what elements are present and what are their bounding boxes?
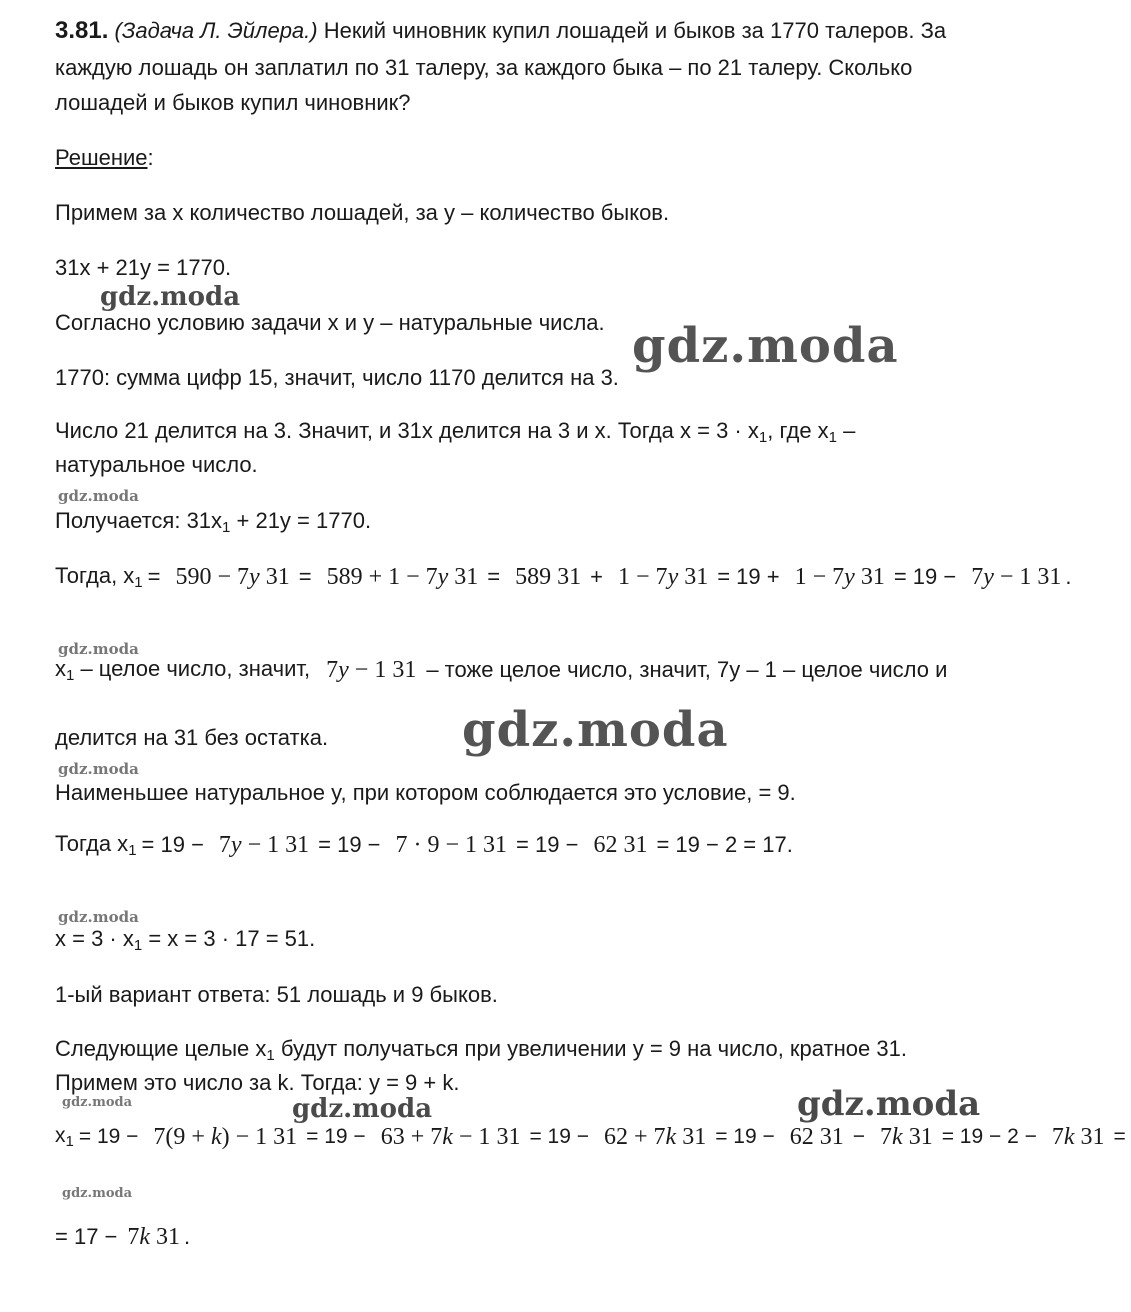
eq2-fraction-2: [390, 830, 508, 860]
solution-line-4: 1770: сумма цифр 15, значит, число 1170 делится на 3.: [55, 365, 619, 390]
denominator: 31: [819, 1124, 844, 1150]
eq1-fraction-4: [612, 562, 708, 592]
watermark: gdz.moda: [632, 318, 899, 374]
solution-heading-colon: :: [147, 145, 154, 170]
line8-mid: – целое число, значит,: [74, 656, 311, 681]
denominator: 31: [273, 1124, 298, 1150]
eq2-term: = 19 −: [318, 832, 381, 857]
eq1-lead-text: Тогда, x: [55, 563, 135, 588]
eq2-lead: [55, 831, 137, 859]
variable: k: [139, 1224, 151, 1250]
solution-line-1: Примем за x количество лошадей, за y – количество быков.: [55, 200, 670, 225]
numerator: 63 + 7: [380, 1124, 443, 1150]
solution-line-8: [55, 655, 947, 685]
line11-part-b: = x = 3 · 17 = 51.: [142, 926, 316, 951]
problem-line-2: каждую лошадь он заплатил по 31 талеру, за каждого быка – по 21 талеру. Сколько: [55, 55, 913, 80]
numerator: 62: [789, 1124, 814, 1150]
numerator: 7: [971, 564, 984, 590]
subscript: 1: [266, 1047, 275, 1064]
eq3-term: = 19 − 2 −: [941, 1125, 1037, 1148]
variable: k: [665, 1124, 677, 1150]
subscript: 1: [134, 574, 143, 591]
eq1-lead: [55, 563, 143, 591]
line7-part-a: Получается: 31x: [55, 508, 223, 533]
line8-x: x: [55, 656, 66, 681]
eq2-fraction-1: [213, 830, 309, 860]
variable: k: [210, 1124, 222, 1150]
solution-line-11: [55, 926, 315, 959]
variable: y: [844, 564, 855, 590]
eq3-fraction-1: [147, 1122, 297, 1152]
solution-heading-text: Решение: [55, 145, 148, 170]
variable: y: [249, 564, 260, 590]
solution-line-7: [55, 508, 371, 541]
solution-line-14: Примем это число за k. Тогда: y = 9 + k.: [55, 1070, 460, 1095]
solution-line-13: [55, 1036, 907, 1069]
variable: k: [1063, 1124, 1075, 1150]
watermark: gdz.moda: [58, 760, 139, 778]
eq3-lead-text: x: [55, 1124, 66, 1147]
eq1-dot: .: [1065, 564, 1072, 589]
eq1-term: = 19 +: [717, 564, 780, 589]
numerator: 62: [593, 832, 618, 858]
eq1-fraction-2: [321, 562, 479, 592]
watermark: gdz.moda: [58, 908, 139, 926]
eq3-fraction-5: [874, 1122, 933, 1152]
eq3-minus: −: [852, 1125, 866, 1148]
subscript: 1: [133, 937, 143, 954]
eq1-fraction-1: [170, 562, 290, 592]
denominator: 31: [454, 564, 479, 590]
eq2-fraction-3: [587, 830, 647, 860]
eq1-plus: +: [590, 564, 604, 589]
variable: k: [442, 1124, 453, 1150]
denominator: 31: [496, 1124, 521, 1150]
solution-line-9: делится на 31 без остатка.: [55, 725, 329, 750]
eq3-term: = 19 −: [715, 1125, 775, 1148]
denominator: 31: [265, 564, 290, 590]
variable: y: [983, 564, 994, 590]
eq2-term: = 19 − 2 = 17.: [656, 832, 793, 857]
line13-part-b: будут получаться при увеличении y = 9 на число, кратное 31.: [274, 1036, 907, 1061]
numerator: 7(9 +: [153, 1124, 211, 1150]
solution-line-12: 1-ый вариант ответа: 51 лошадь и 9 быков.: [55, 982, 498, 1007]
denominator: 31: [156, 1224, 181, 1250]
eq3-term: = 19 −: [529, 1125, 589, 1148]
equation-4: [55, 1222, 190, 1252]
eq3-term: = 19 −: [78, 1125, 139, 1148]
denominator: 31: [557, 564, 582, 590]
eq1-equals: =: [487, 564, 501, 589]
denominator: 31: [682, 1124, 707, 1150]
denominator: 31: [285, 832, 310, 858]
numerator: 1 − 7: [794, 564, 845, 590]
eq3-fraction-3: [598, 1122, 706, 1152]
subscript: 1: [222, 519, 231, 536]
eq3-fraction-2: [375, 1122, 521, 1152]
solution-line-6: натуральное число.: [55, 452, 258, 477]
eq4-dot: .: [184, 1224, 191, 1249]
numerator: 589: [515, 564, 552, 590]
eq3-fraction-4: [784, 1122, 844, 1152]
eq3-lead: [55, 1124, 74, 1150]
solution-line-10: Наименьшее натуральное y, при котором соблюдается это условие, = 9.: [55, 780, 796, 805]
numerator: 7: [326, 657, 339, 683]
watermark: gdz.moda: [797, 1084, 981, 1124]
numerator-tail: ) − 1: [221, 1124, 268, 1150]
eq1-equals: =: [147, 564, 161, 589]
numerator: 7: [218, 832, 231, 858]
variable: y: [667, 564, 679, 590]
problem-source: (Задача Л. Эйлера.): [114, 18, 318, 43]
watermark: gdz.moda: [62, 1186, 133, 1201]
subscript: 1: [128, 842, 137, 859]
eq4-term: = 17 −: [55, 1224, 118, 1249]
eq1-term: = 19 −: [893, 564, 957, 589]
line7-part-b: + 21y = 1770.: [230, 508, 372, 533]
denominator: 31: [392, 657, 417, 683]
equation-3: [55, 1122, 1131, 1152]
eq3-fraction-6: [1046, 1122, 1105, 1152]
solution-line-5: [55, 418, 855, 451]
numerator: 7: [1051, 1124, 1064, 1150]
numerator-tail: − 1: [241, 832, 280, 858]
watermark: gdz.moda: [58, 640, 139, 658]
line13-part-a: Следующие целые x: [55, 1036, 267, 1061]
eq3-term: = 19 −: [306, 1125, 366, 1148]
line5-part-c: –: [837, 418, 856, 443]
watermark: gdz.moda: [58, 487, 139, 505]
numerator: 7: [880, 1124, 893, 1150]
watermark: gdz.moda: [100, 282, 241, 312]
eq1-fraction-6: [965, 562, 1061, 592]
watermark: gdz.moda: [62, 1095, 133, 1110]
denominator: 31: [1037, 564, 1062, 590]
denominator: 31: [483, 832, 508, 858]
problem-line-3: лошадей и быков купил чиновник?: [55, 90, 411, 115]
numerator-tail: − 1: [452, 1124, 491, 1150]
line5-part-b: , где x: [767, 418, 829, 443]
watermark: gdz.moda: [462, 702, 729, 758]
subscript: 1: [66, 667, 75, 684]
problem-line-1: [55, 18, 946, 44]
subscript: 1: [758, 429, 768, 446]
problem-text-1: Некий чиновник купил лошадей и быков за 1770 талеров. За: [323, 18, 947, 43]
denominator: 31: [860, 564, 885, 590]
eq2-lead-text: Тогда x: [55, 831, 129, 856]
line8-fraction: [320, 655, 416, 685]
eq1-fraction-5: [789, 562, 885, 592]
solution-line-3: Согласно условию задачи x и y – натуральные числа.: [55, 310, 605, 335]
denominator: 31: [1080, 1124, 1105, 1150]
numerator: 1 − 7: [618, 564, 668, 590]
variable: y: [338, 657, 349, 683]
subscript: 1: [65, 1133, 74, 1150]
problem-number: 3.81.: [55, 17, 109, 44]
numerator-tail: − 1: [993, 564, 1032, 590]
denominator: 31: [908, 1124, 933, 1150]
numerator: 62 + 7: [604, 1124, 666, 1150]
eq1-fraction-3: [509, 562, 581, 592]
numerator: 7: [127, 1224, 140, 1250]
numerator: 589 + 1 − 7: [326, 564, 438, 590]
denominator: 31: [623, 832, 648, 858]
equation-2: [55, 830, 798, 860]
eq2-term: = 19 −: [141, 832, 204, 857]
eq4-fraction: [121, 1222, 180, 1252]
variable: y: [230, 832, 242, 858]
eq2-term: = 19 −: [516, 832, 579, 857]
watermark: gdz.moda: [292, 1094, 433, 1124]
variable: y: [437, 564, 449, 590]
denominator: 31: [684, 564, 709, 590]
numerator: 590 − 7: [175, 564, 250, 590]
solution-line-2: 31x + 21y = 1770.: [55, 255, 232, 280]
numerator: 7 · 9 − 1: [395, 832, 478, 858]
line8-tail: – тоже целое число, значит, 7y – 1 – целое число и: [426, 657, 948, 682]
line5-part-a: Число 21 делится на 3. Значит, и 31x делится на 3 и x. Тогда x = 3 · x: [55, 418, 759, 443]
equation-1: [55, 562, 1072, 592]
solution-heading: [55, 145, 154, 171]
variable: k: [892, 1124, 903, 1150]
line11-part-a: x = 3 · x: [55, 926, 134, 951]
subscript: 1: [828, 429, 838, 446]
line8-lead: [55, 656, 310, 684]
eq1-equals: =: [298, 564, 312, 589]
numerator-tail: − 1: [348, 657, 387, 683]
eq3-term: =: [1113, 1125, 1126, 1148]
